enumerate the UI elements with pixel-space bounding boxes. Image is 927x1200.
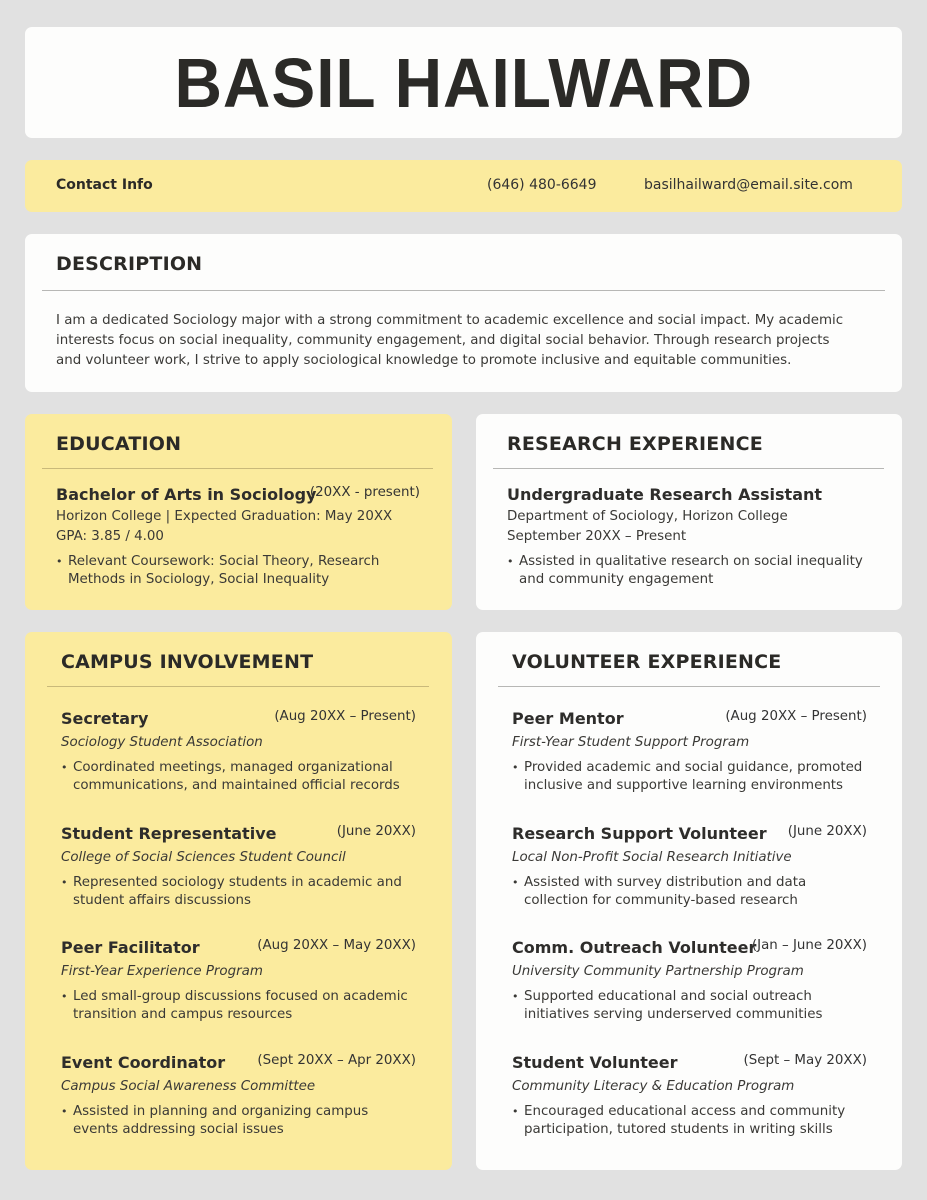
date: (Aug 20XX – Present) <box>725 709 867 724</box>
bullet-list <box>507 553 871 588</box>
organization: College of Social Sciences Student Council <box>61 850 346 865</box>
bullet-list <box>512 759 867 794</box>
research-section <box>476 414 902 610</box>
research-entry <box>507 485 871 588</box>
bullet-list <box>512 988 867 1023</box>
bullet-icon: • <box>512 990 519 1003</box>
list-item: • Provided academic and social guidance, promoted inclusive and supportive learning environments <box>512 760 863 793</box>
list-item: • Relevant Coursework: Social Theory, Research Methods in Sociology, Social Inequality <box>56 554 380 587</box>
volunteer-entry <box>512 824 867 909</box>
organization: University Community Partnership Program <box>512 964 804 979</box>
bullet-list <box>61 1103 416 1138</box>
organization: Campus Social Awareness Committee <box>61 1079 316 1094</box>
bullet-icon: • <box>512 761 519 774</box>
bullet-icon: • <box>507 555 514 568</box>
date: (Aug 20XX – Present) <box>274 709 416 724</box>
organization: Sociology Student Association <box>61 735 263 750</box>
role: Secretary <box>61 709 149 728</box>
campus-entry <box>61 938 416 1023</box>
bullet-icon: • <box>61 990 68 1003</box>
role: Research Support Volunteer <box>512 824 767 843</box>
role: Student Volunteer <box>512 1053 678 1072</box>
section-title: RESEARCH EXPERIENCE <box>507 433 763 455</box>
section-title: CAMPUS INVOLVEMENT <box>61 651 314 673</box>
contact-phone: (646) 480-6649 <box>487 177 597 193</box>
bullet-list <box>56 553 420 588</box>
description-text: I am a dedicated Sociology major with a strong commitment to academic excellence and social impact. My academic interests focus on social inequality, community engagement, and digital social behavior. Through research projects and volunteer work, I strive to apply sociological knowledge to promote inclusive and equitable communities. <box>56 313 844 368</box>
date: (Jan – June 20XX) <box>751 938 867 953</box>
section-title: VOLUNTEER EXPERIENCE <box>512 651 782 673</box>
role: Student Representative <box>61 824 277 843</box>
list-item: • Encouraged educational access and community participation, tutored students in writing skills <box>512 1104 846 1137</box>
date: (Sept 20XX – Apr 20XX) <box>257 1053 416 1068</box>
organization: Local Non-Profit Social Research Initiative <box>512 850 792 865</box>
bullet-icon: • <box>61 1105 68 1118</box>
bullet-list <box>61 874 416 909</box>
section-title: DESCRIPTION <box>56 253 203 275</box>
bullet-list <box>61 759 416 794</box>
date: (June 20XX) <box>787 824 867 839</box>
candidate-name: BASIL HAILWARD <box>174 43 753 122</box>
education-entry <box>56 485 420 588</box>
bullet-icon: • <box>56 555 63 568</box>
section-title: EDUCATION <box>56 433 182 455</box>
gpa: GPA: 3.85 / 4.00 <box>56 529 164 544</box>
dates: September 20XX – Present <box>507 529 687 544</box>
organization: Community Literacy & Education Program <box>512 1079 795 1094</box>
contact-bar <box>25 160 902 212</box>
role: Undergraduate Research Assistant <box>507 485 823 504</box>
campus-entry <box>61 1053 416 1138</box>
role: Peer Mentor <box>512 709 624 728</box>
campus-entry <box>61 824 416 909</box>
volunteer-entry <box>512 709 867 794</box>
section-divider <box>498 686 880 687</box>
contact-email: basilhailward@email.site.com <box>644 177 853 193</box>
bullet-list <box>61 988 416 1023</box>
list-item: • Assisted in qualitative research on social inequality and community engagement <box>507 554 863 587</box>
bullet-list <box>512 874 867 909</box>
bullet-icon: • <box>61 876 68 889</box>
volunteer-experience-section <box>476 632 902 1170</box>
section-divider <box>493 468 884 469</box>
section-divider <box>42 468 433 469</box>
education-section <box>25 414 452 610</box>
list-item: • Assisted in planning and organizing campus events addressing social issues <box>61 1104 369 1137</box>
organization: First-Year Student Support Program <box>512 735 750 750</box>
section-divider <box>47 686 429 687</box>
bullet-icon: • <box>512 876 519 889</box>
description-section <box>25 234 902 392</box>
school: Horizon College | Expected Graduation: May 20XX <box>56 509 393 524</box>
campus-entry <box>61 709 416 794</box>
role: Peer Facilitator <box>61 938 200 957</box>
date: (Aug 20XX – May 20XX) <box>257 938 416 953</box>
date: (June 20XX) <box>336 824 416 839</box>
contact-label: Contact Info <box>56 177 153 193</box>
list-item: • Led small-group discussions focused on academic transition and campus resources <box>61 989 408 1022</box>
list-item: • Supported educational and social outreach initiatives serving underserved communities <box>512 989 823 1022</box>
list-item: • Coordinated meetings, managed organizational communications, and maintained official records <box>61 760 400 793</box>
role: Event Coordinator <box>61 1053 226 1072</box>
list-item: • Assisted with survey distribution and data collection for community-based research <box>512 875 807 908</box>
department: Department of Sociology, Horizon College <box>507 509 788 524</box>
campus-involvement-section <box>25 632 452 1170</box>
bullet-icon: • <box>512 1105 519 1118</box>
date: (Sept – May 20XX) <box>743 1053 867 1068</box>
list-item: • Represented sociology students in academic and student affairs discussions <box>61 875 402 908</box>
education-date: (20XX - present) <box>309 485 420 500</box>
section-divider <box>42 290 885 291</box>
bullet-icon: • <box>61 761 68 774</box>
volunteer-entry <box>512 1053 867 1138</box>
bullet-list <box>512 1103 867 1138</box>
role: Comm. Outreach Volunteer <box>512 938 757 957</box>
name-card <box>25 27 902 138</box>
volunteer-entry <box>512 938 867 1023</box>
degree: Bachelor of Arts in Sociology <box>56 485 317 504</box>
organization: First-Year Experience Program <box>61 964 263 979</box>
